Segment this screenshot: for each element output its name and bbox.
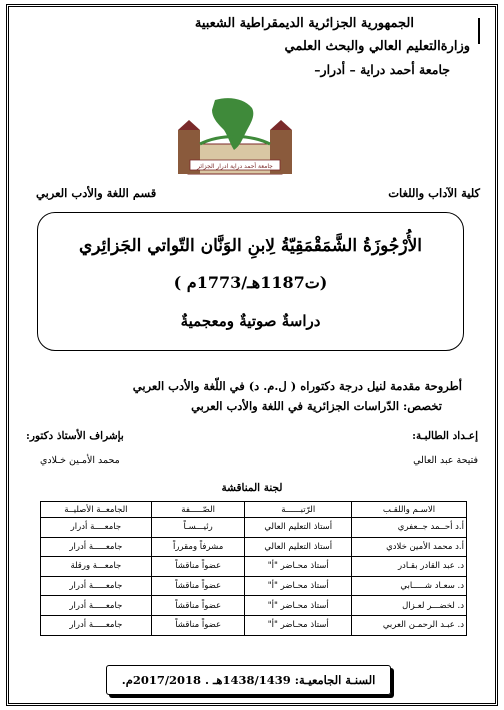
- member-name: د. عبد القادر بقـادر: [351, 557, 466, 577]
- degree-statement: [28, 376, 468, 416]
- member-university: جامعـــــة أدرار: [41, 576, 152, 596]
- table-row: [41, 596, 467, 616]
- logo-lettering: جامعة أحمد دراية ادرار الجزائر: [197, 163, 273, 170]
- member-rank: أستاذ التعليم العالي: [245, 518, 352, 538]
- table-header-row: [41, 502, 467, 518]
- member-name: أ.د محمد الأمين خلادي: [351, 537, 466, 557]
- member-name: د. عبـد الرحمـن العربي: [351, 615, 466, 635]
- member-role: مشرفاً ومقرراً: [151, 537, 245, 557]
- member-university: جامعـــة ورقلة: [41, 557, 152, 577]
- member-rank: أستاذ محـاضر "أ": [245, 557, 352, 577]
- header-university: الجامعــة الأصليــة: [41, 502, 152, 518]
- institution-header: [100, 12, 480, 81]
- committee-table: [40, 501, 467, 636]
- member-university: جامعـــــة أدرار: [41, 537, 152, 557]
- table-row: [41, 576, 467, 596]
- header-rank: الرّتبــــــة: [245, 502, 352, 518]
- member-role: عضواً مناقشاً: [151, 557, 245, 577]
- university-name: جامعة أحمد دراية – أدرار–: [314, 62, 450, 77]
- member-role: رئيـــسـاً: [151, 518, 245, 538]
- member-role: عضواً مناقشاً: [151, 576, 245, 596]
- table-row: [41, 518, 467, 538]
- table-row: [41, 615, 467, 635]
- student-name: فتيحة عبد العالي: [413, 455, 478, 466]
- thesis-title-dates: (ت1187هـ/1773م ): [173, 273, 328, 292]
- member-name: أ.د أحــمد جــعفري: [351, 518, 466, 538]
- member-rank: أستاذ محـاضر "أ": [245, 596, 352, 616]
- ministry-name: وزارةالتعليم العالي والبحث العلمي: [284, 39, 470, 54]
- republic-name: الجمهورية الجزائرية الديمقراطية الشعبية: [194, 16, 414, 31]
- supervisor-label: بإشراف الأستاذ دكتور:: [26, 430, 124, 442]
- degree-line: أطروحة مقدمة لنيل درجة دكتوراه ( ل.م. د) في اللّغة والأدب العربي: [132, 379, 462, 393]
- member-university: جامعــــة أدرار: [41, 518, 152, 538]
- header-name: الاسـم واللقـب: [351, 502, 466, 518]
- member-rank: أستاذ التعليم العالي: [245, 537, 352, 557]
- member-university: جامعـــــة أدرار: [41, 596, 152, 616]
- committee-title: لجنة المناقشة: [221, 482, 283, 494]
- member-name: د. سعـاد شـــــابي: [351, 576, 466, 596]
- member-role: عضواً مناقشاً: [151, 596, 245, 616]
- member-rank: أستاذ محـاضر "أ": [245, 615, 352, 635]
- member-name: د. لخضـــر لعـزال: [351, 596, 466, 616]
- faculty-department-row: [18, 186, 480, 204]
- academic-year: السنـة الجامعيـة: 1438/1439هـ . 2017/2018م.: [106, 665, 391, 695]
- table-row: [41, 537, 467, 557]
- member-role: عضواً مناقشاً: [151, 615, 245, 635]
- table-row: [41, 557, 467, 577]
- specialization-line: تخصص: الدّراسات الجزائرية في اللغة والأدب العربي: [191, 399, 442, 413]
- header-rule: [478, 18, 480, 44]
- faculty-name: كلية الآداب واللغات: [388, 186, 480, 200]
- header-role: الصّـــــفة: [151, 502, 245, 518]
- department-name: قسم اللغة والأدب العربي: [36, 186, 157, 200]
- thesis-title: الأُرْجُوزَةُ الشَّمَقْمَقِيّةُ لِابنِ الوَنَّان التّواتي الجَزائِري: [78, 236, 423, 256]
- member-rank: أستاذ محـاضر "أ": [245, 576, 352, 596]
- title-box: [37, 212, 464, 351]
- student-label: إعـداد الطالبـة:: [412, 430, 478, 442]
- thesis-subtitle: دراسةٌ صوتيةٌ ومعجميةٌ: [180, 312, 321, 330]
- supervisor-name: محمد الأمـين خـلادي: [40, 455, 120, 466]
- member-university: جامعـــــة أدرار: [41, 615, 152, 635]
- university-logo: [170, 94, 300, 180]
